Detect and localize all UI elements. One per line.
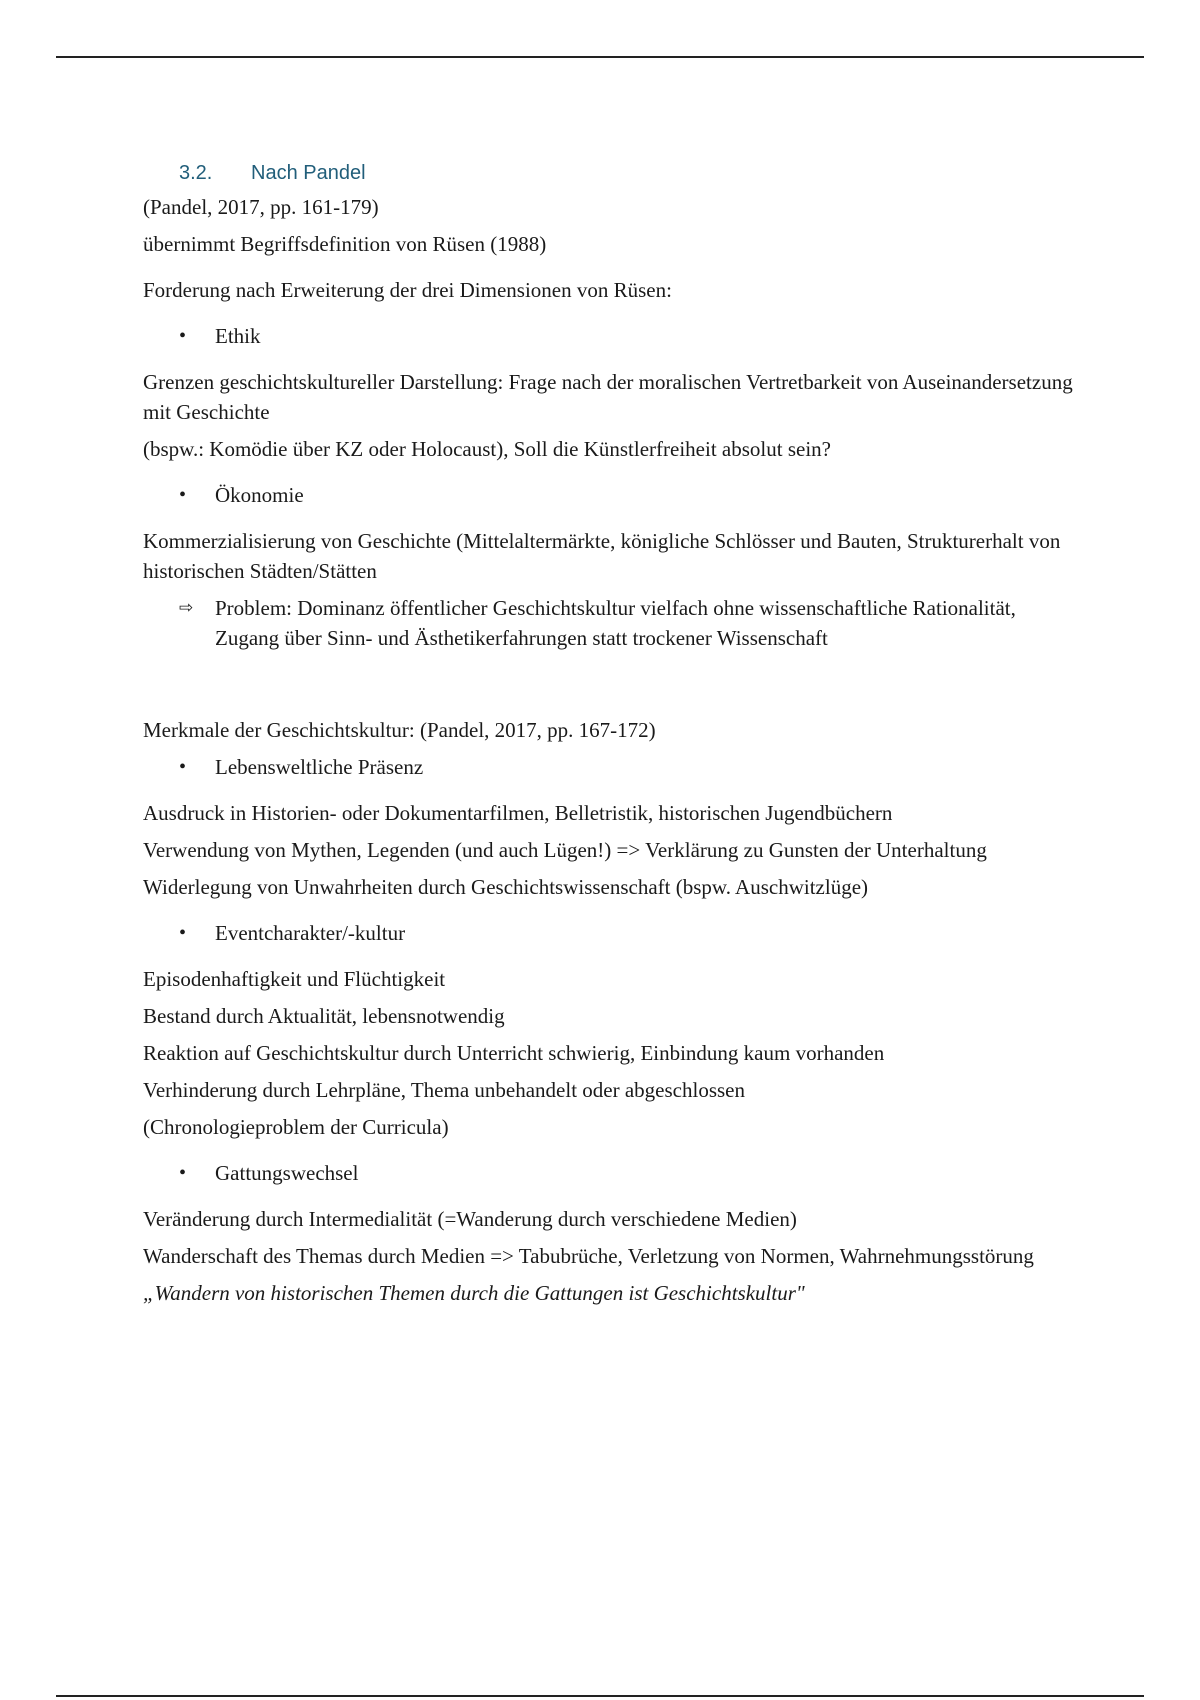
citation: (Pandel, 2017, pp. 161-179)	[143, 195, 379, 219]
section-heading	[179, 158, 1083, 188]
bullet-label: Ökonomie	[215, 483, 304, 507]
paragraph: Merkmale der Geschichtskultur: (Pandel, 2017, pp. 167-172)	[143, 718, 656, 742]
paragraph: übernimmt Begriffsdefinition von Rüsen (1988)	[143, 232, 547, 256]
paragraph: Bestand durch Aktualität, lebensnotwendig	[143, 1004, 505, 1028]
bullet-icon: •	[179, 484, 187, 506]
paragraph: Episodenhaftigkeit und Flüchtigkeit	[143, 967, 446, 991]
bullet-icon: •	[179, 922, 187, 944]
paragraph: Kommerzialisierung von Geschichte (Mittelaltermärkte, königliche Schlösser und Bauten, Strukturerhalt von historischen Städten/Stätten	[143, 529, 1061, 583]
paragraph: Forderung nach Erweiterung der drei Dimensionen von Rüsen:	[143, 278, 672, 302]
section-number: 3.2.	[179, 162, 213, 184]
paragraph: Reaktion auf Geschichtskultur durch Unterricht schwierig, Einbindung kaum vorhanden	[143, 1041, 885, 1065]
arrow-right-icon: ⇨	[179, 598, 194, 618]
footer-rule	[56, 1695, 1144, 1697]
bullet-item-ethik	[179, 321, 1083, 351]
quote: „Wandern von historischen Themen durch die Gattungen ist Geschichtskultur"	[143, 1281, 805, 1305]
paragraph: Verwendung von Mythen, Legenden (und auch Lügen!) => Verklärung zu Gunsten der Unterhaltung	[143, 838, 987, 862]
bullet-label: Eventcharakter/-kultur	[215, 921, 406, 945]
bullet-item-oekonomie	[179, 480, 1083, 510]
paragraph: Ausdruck in Historien- oder Dokumentarfilmen, Belletristik, historischen Jugendbüchern	[143, 801, 893, 825]
paragraph: Widerlegung von Unwahrheiten durch Geschichtswissenschaft (bspw. Auschwitzlüge)	[143, 875, 869, 899]
arrow-item-text: Problem: Dominanz öffentlicher Geschichtskultur vielfach ohne wissenschaftliche Rationalität, Zugang über Sinn- und Ästhetikerfahrungen statt trockener Wissenschaft	[215, 596, 1016, 650]
bullet-label: Lebensweltliche Präsenz	[215, 755, 424, 779]
paragraph: (bspw.: Komödie über KZ oder Holocaust), Soll die Künstlerfreiheit absolut sein?	[143, 437, 831, 461]
header-rule	[56, 56, 1144, 58]
bullet-label: Ethik	[215, 324, 261, 348]
bullet-icon: •	[179, 1162, 187, 1184]
bullet-label: Gattungswechsel	[215, 1161, 359, 1185]
bullet-item-praesenz	[179, 752, 1083, 782]
paragraph: Verhinderung durch Lehrpläne, Thema unbehandelt oder abgeschlossen	[143, 1078, 745, 1102]
bullet-item-gattung	[179, 1158, 1083, 1188]
paragraph: Veränderung durch Intermedialität (=Wanderung durch verschiedene Medien)	[143, 1207, 797, 1231]
arrow-item-problem	[179, 593, 1083, 653]
section-title: Nach Pandel	[251, 162, 366, 184]
bullet-item-event	[179, 918, 1083, 948]
document-body	[143, 158, 1083, 1324]
paragraph: Wanderschaft des Themas durch Medien => Tabubrüche, Verletzung von Normen, Wahrnehmungsstörung	[143, 1244, 1034, 1268]
paragraph: Grenzen geschichtskultureller Darstellung: Frage nach der moralischen Vertretbarkeit von Auseinandersetzung mit Geschichte	[143, 370, 1073, 424]
paragraph: (Chronologieproblem der Curricula)	[143, 1115, 449, 1139]
bullet-icon: •	[179, 756, 187, 778]
bullet-icon: •	[179, 325, 187, 347]
